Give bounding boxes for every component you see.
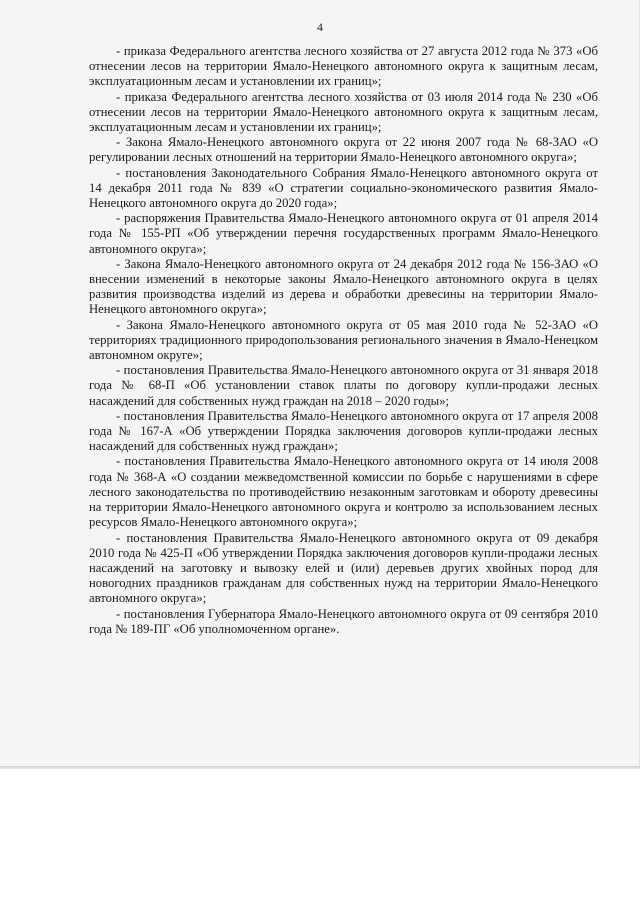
list-item-12: - постановления Губернатора Ямало-Ненецкого автономного округа от 09 сентября 2010 года № 189-ПГ «Об уполномоченном органе». <box>89 606 598 636</box>
list-item-2: - приказа Федерального агентства лесного хозяйства от 03 июля 2014 года № 230 «Об отнесении лесов на территории Ямало-Ненецкого автономного округа к защитным лесам, эксплуатационным лесам и установлении их границ»; <box>89 89 598 135</box>
list-item-4: - постановления Законодательного Собрания Ямало-Ненецкого автономного округа от 14 декабря 2011 года № 839 «О стратегии социально-экономического развития Ямало-Ненецкого автономного округа до 2020 года»; <box>89 165 598 211</box>
list-item-10: - постановления Правительства Ямало-Ненецкого автономного округа от 14 июля 2008 года № 368-А «О создании межведомственной комиссии по борьбе с нарушениями в сфере лесного законодательства по противодействию незаконным заготовкам и обороту древесины на территории Ямало-Ненецкого автономного округа и контролю за использованием лесных ресурсов Ямало-Ненецкого автономного округа»; <box>89 454 598 530</box>
list-item-5: - распоряжения Правительства Ямало-Ненецкого автономного округа от 01 апреля 2014 года № 155-РП «Об утверждении перечня государственных программ Ямало-Ненецкого автономного округа»; <box>89 211 598 256</box>
list-item-11: - постановления Правительства Ямало-Ненецкого автономного округа от 09 декабря 2010 года № 425-П «Об утверждении Порядка заключения договоров купли-продажи лесных насаждений на заготовку и вывозку елей и (или) деревьев других хвойных пород для новогодних праздников гражданам для собственных нужд на территории Ямало-Ненецкого автономного округа»; <box>89 530 598 606</box>
list-item-6: - Закона Ямало-Ненецкого автономного округа от 24 декабря 2012 года № 156-ЗАО «О внесении изменений в некоторые законы Ямало-Ненецкого автономного округа в целях развития производства изделий из дерева и обработки древесины на территории Ямало-Ненецкого автономного округа»; <box>89 256 598 317</box>
list-item-3: - Закона Ямало-Ненецкого автономного округа от 22 июня 2007 года № 68-ЗАО «О регулировании лесных отношений на территории Ямало-Ненецкого автономного округа»; <box>89 135 598 165</box>
list-item-1: - приказа Федерального агентства лесного хозяйства от 27 августа 2012 года № 373 «Об отнесении лесов на территории Ямало-Ненецкого автономного округа к защитным лесам, эксплуатационным лесам и установлении их границ»; <box>89 44 598 89</box>
legal-acts-list <box>89 44 598 637</box>
list-item-7: - Закона Ямало-Ненецкого автономного округа от 05 мая 2010 года № 52-ЗАО «О территориях традиционного природопользования регионального значения в Ямало-Ненецком автономном округе»; <box>89 317 598 363</box>
page-number: 4 <box>317 20 323 34</box>
list-item-9: - постановления Правительства Ямало-Ненецкого автономного округа от 17 апреля 2008 года № 167-А «Об утверждении Порядка заключения договоров купли-продажи лесных насаждений для собственных нужд граждан»; <box>89 408 598 454</box>
scan-edge <box>0 766 640 769</box>
list-item-8: - постановления Правительства Ямало-Ненецкого автономного округа от 31 января 2018 года № 68-П «Об установлении ставок платы по договору купли-продажи лесных насаждений для собственных нужд граждан на 2018 – 2020 годы»; <box>89 363 598 408</box>
